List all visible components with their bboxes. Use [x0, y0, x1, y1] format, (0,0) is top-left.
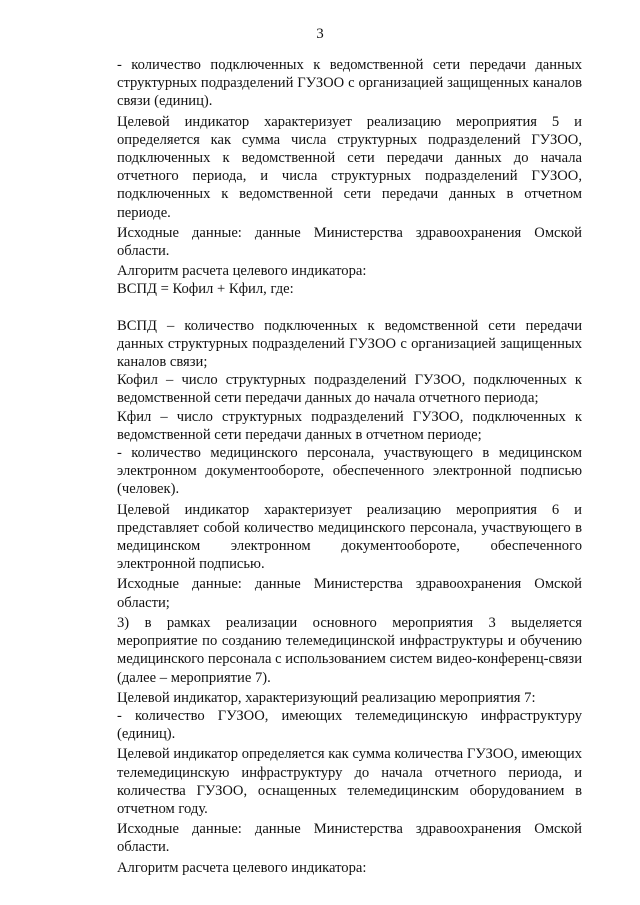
- paragraph-algorithm-heading-2: Алгоритм расчета целевого индикатора:: [117, 859, 367, 876]
- paragraph-source-data-3: Исходные данные: данные Министерства здравоохранения Омской области.: [117, 821, 582, 856]
- paragraph-algorithm-heading-1: Алгоритм расчета целевого индикатора:: [117, 263, 367, 280]
- paragraph-def-kfil: Кфил – число структурных подразделений ГУЗОО, подключенных к ведомственной сети передачи данных в отчетном периоде;: [117, 408, 582, 443]
- paragraph-count-connected: - количество подключенных к ведомственной сети передачи данных структурных подразделений ГУЗОО с организацией защищенных каналов связи (единиц).: [117, 57, 582, 110]
- paragraph-count-medical-staff: - количество медицинского персонала, участвующего в медицинском электронном документообороте, обеспеченного электронной подписью (человек).: [117, 445, 582, 498]
- paragraph-indicator-5-description: Целевой индикатор характеризует реализацию мероприятия 5 и определяется как сумма числа структурных подразделений ГУЗОО, подключенных к ведомственной сети передачи данных до начала отчетного периода, и числа структурных подразделений ГУЗОО, подключенных к ведомственной сети передачи данных в отчетном периоде.: [117, 113, 582, 221]
- paragraph-source-data-1: Исходные данные: данные Министерства здравоохранения Омской области.: [117, 224, 582, 260]
- paragraph-source-data-2: Исходные данные: данные Министерства здравоохранения Омской области;: [117, 576, 582, 611]
- paragraph-indicator-7-heading: Целевой индикатор, характеризующий реализацию мероприятия 7:: [117, 689, 536, 706]
- paragraph-main-activity-3: 3) в рамках реализации основного мероприятия 3 выделяется мероприятие по созданию телемедицинской инфраструктуры и обучению медицинского персонала с использованием систем видео-конференц-связи (далее – мероприятие 7).: [117, 614, 582, 686]
- paragraph-indicator-7-description: Целевой индикатор определяется как сумма количества ГУЗОО, имеющих телемедицинскую инфраструктуру до начала отчетного периода, и количества ГУЗОО, оснащенных телемедицинским оборудованием в отчетном году.: [117, 746, 582, 817]
- page-number: 3: [316, 26, 324, 42]
- paragraph-indicator-6-description: Целевой индикатор характеризует реализацию мероприятия 6 и представляет собой количество медицинского персонала, участвующего в медицинском электронном документообороте, обеспеченного электронной подписью.: [117, 501, 582, 573]
- formula-vspd: ВСПД = Кофил + Кфил, где:: [117, 281, 294, 298]
- paragraph-def-vspd: ВСПД – количество подключенных к ведомственной сети передачи данных структурных подразделений ГУЗОО с организацией защищенных каналов связи;: [117, 317, 582, 371]
- paragraph-def-kofil: Кофил – число структурных подразделений ГУЗОО, подключенных к ведомственной сети передачи данных до начала отчетного периода;: [117, 372, 582, 407]
- document-body: [117, 56, 582, 877]
- paragraph-count-guzoo-telemedicine: - количество ГУЗОО, имеющих телемедицинскую инфраструктуру (единиц).: [117, 707, 582, 743]
